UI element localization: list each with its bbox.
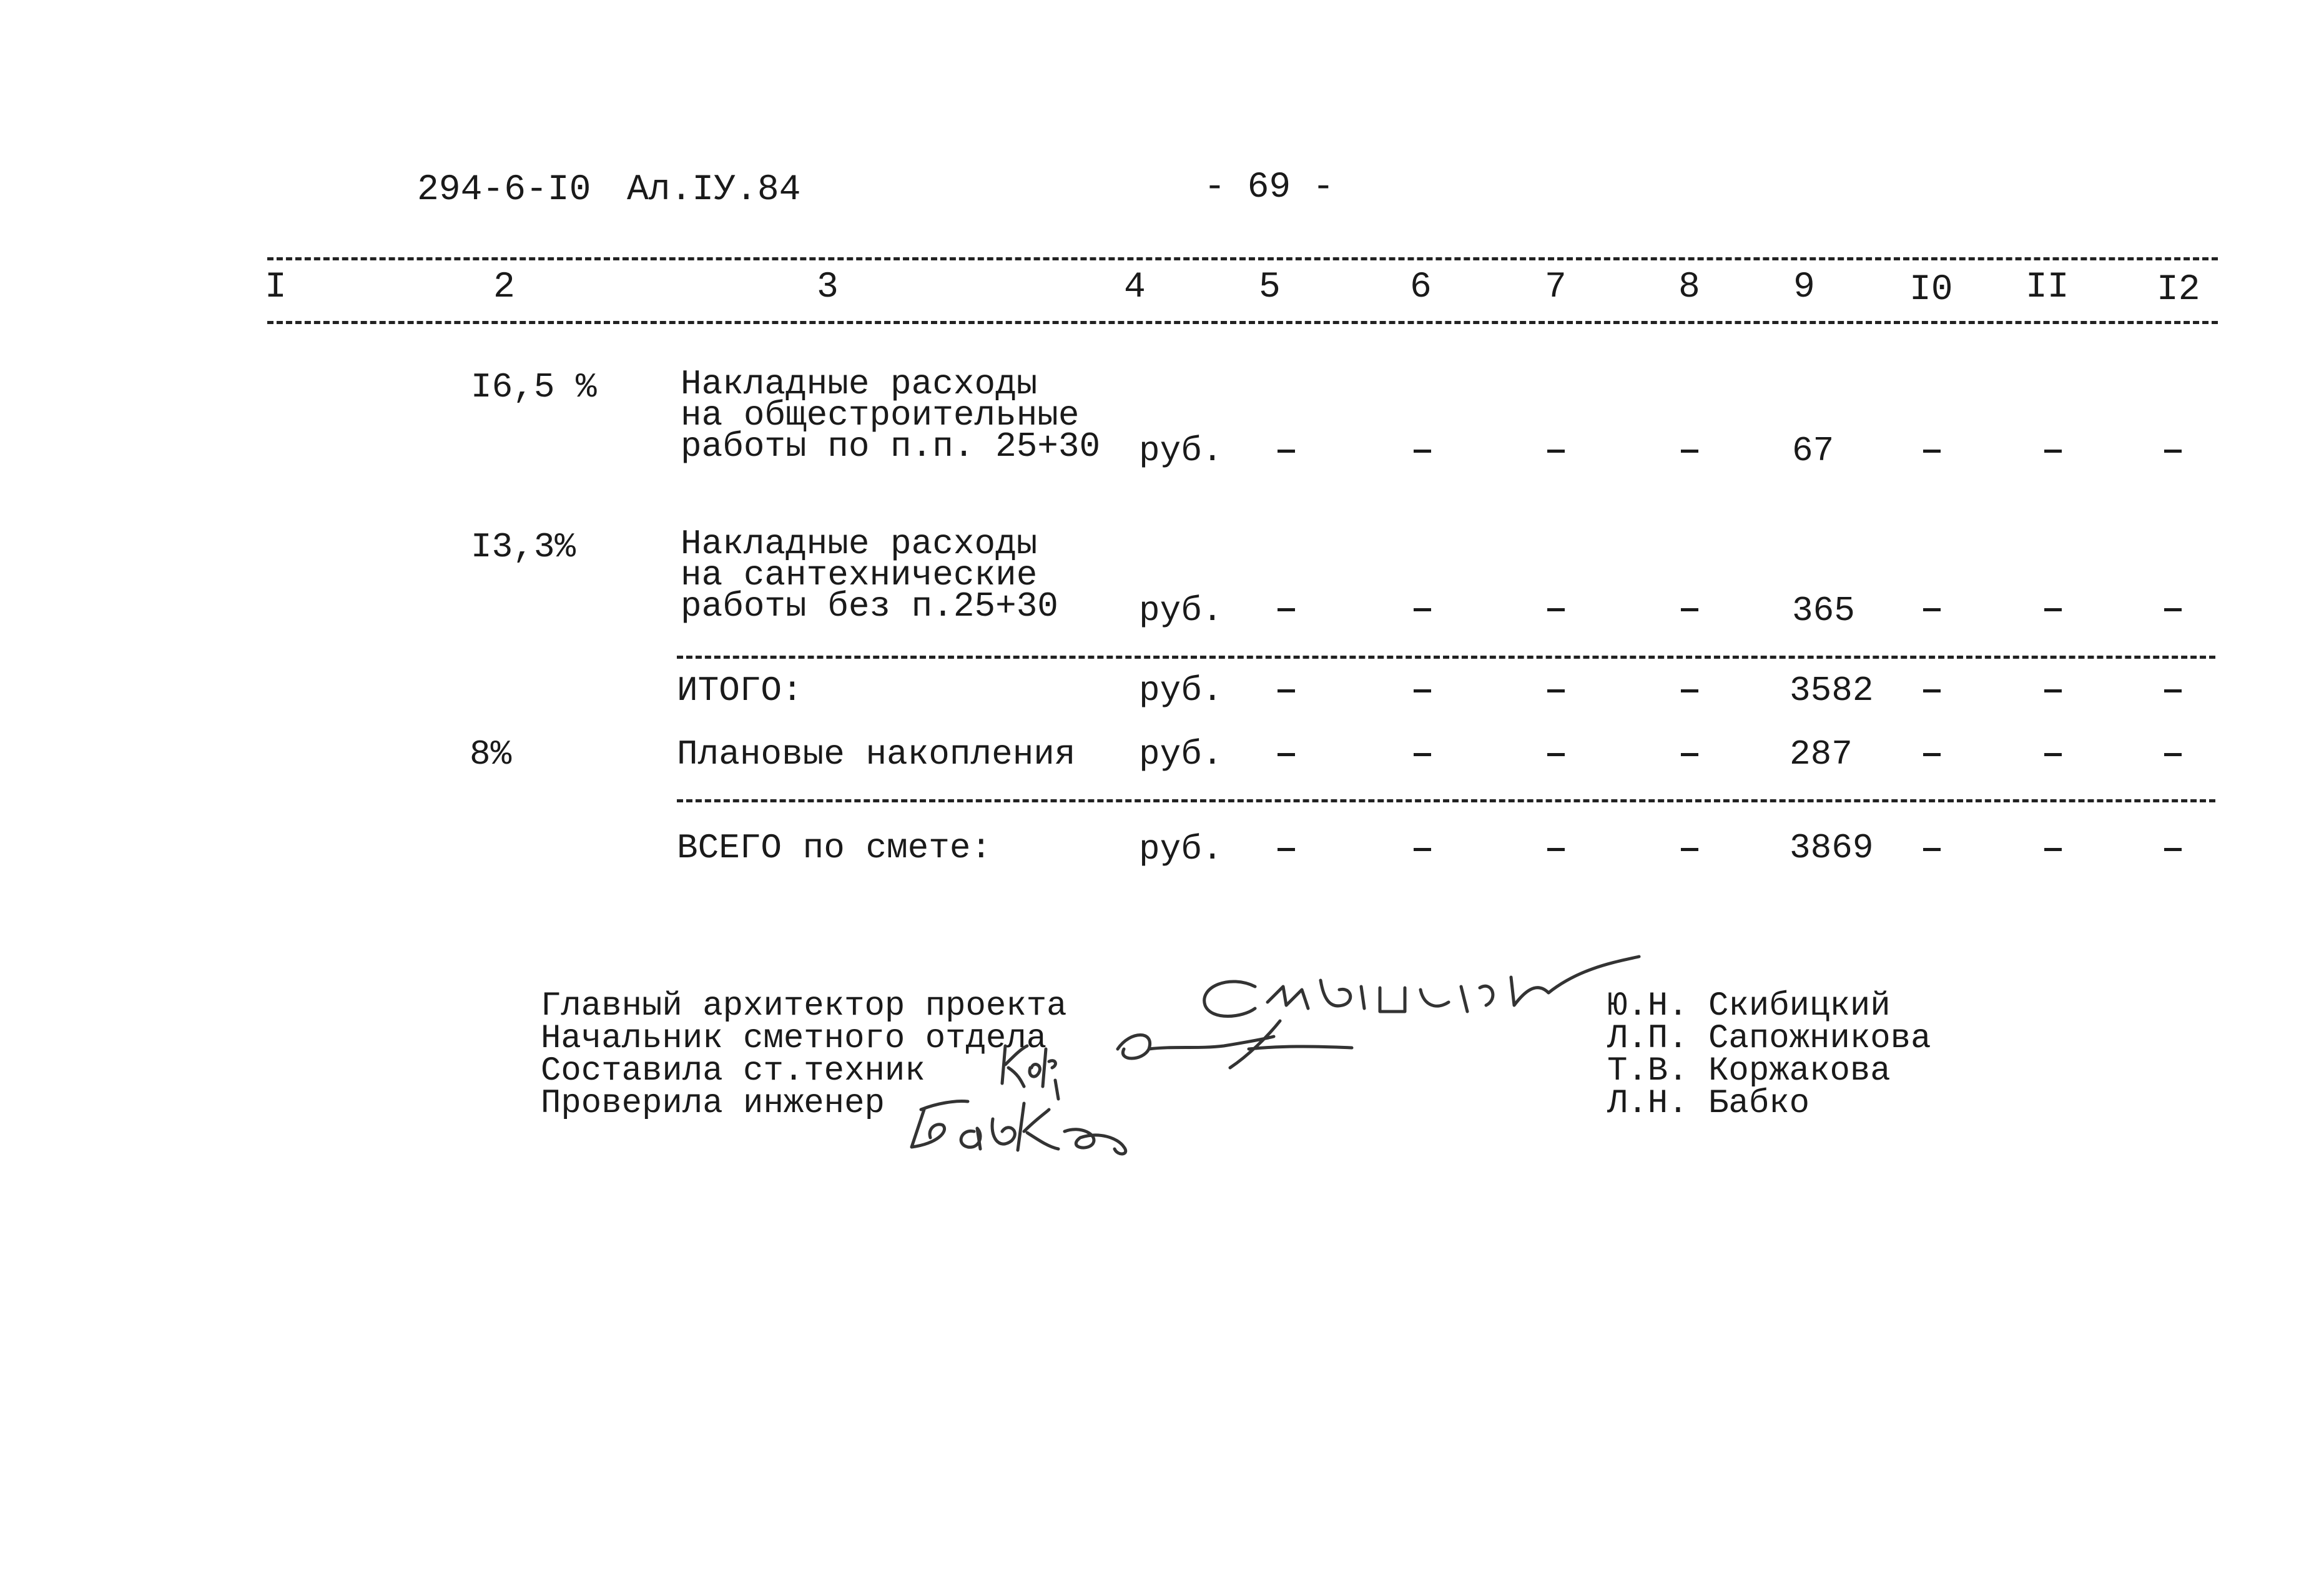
signature-estimate-head xyxy=(1105,1012,1367,1086)
column-header: 6 xyxy=(1410,267,1432,308)
column-header: 2 xyxy=(493,267,515,308)
unit-cell: руб. xyxy=(1139,734,1223,774)
table-top-rule xyxy=(267,257,2218,260)
empty-value-dash xyxy=(1923,608,1941,611)
empty-value-dash xyxy=(2044,689,2062,692)
signatory-name: Ю.Н. Скибицкий xyxy=(1607,987,1891,1025)
column-header: 4 xyxy=(1124,267,1146,308)
amount-cell: 365 xyxy=(1792,591,1855,631)
table-header-bottom-rule xyxy=(267,321,2218,324)
column-header: II xyxy=(2026,267,2069,308)
empty-value-dash xyxy=(1414,753,1431,756)
description-line: на сантехнические xyxy=(681,555,1038,595)
amount-cell: 3869 xyxy=(1790,828,1874,868)
column-header: I2 xyxy=(2157,270,2200,310)
empty-value-dash xyxy=(2164,753,2182,756)
column-header: 7 xyxy=(1545,267,1567,308)
empty-value-dash xyxy=(1278,848,1295,851)
empty-value-dash xyxy=(1923,848,1941,851)
subtotal-rule xyxy=(677,656,2215,659)
empty-value-dash xyxy=(1278,689,1295,692)
signatory-position: Составила ст.техник xyxy=(541,1052,925,1090)
empty-value-dash xyxy=(1681,608,1698,611)
signatory-names xyxy=(1607,987,1931,1123)
unit-cell: руб. xyxy=(1139,829,1223,869)
empty-value-dash xyxy=(2044,753,2062,756)
signature-engineer xyxy=(899,1094,1174,1163)
signatory-name: Л.П. Сапожникова xyxy=(1607,1020,1931,1058)
empty-value-dash xyxy=(1681,689,1698,692)
empty-value-dash xyxy=(2044,450,2062,453)
empty-value-dash xyxy=(1414,689,1431,692)
empty-value-dash xyxy=(2044,608,2062,611)
empty-value-dash xyxy=(1923,450,1941,453)
unit-cell: руб. xyxy=(1139,591,1223,631)
total-label: ИТОГО: xyxy=(677,671,803,711)
column-header: 5 xyxy=(1259,267,1281,308)
signatory-position: Начальник сметного отдела xyxy=(541,1020,1047,1058)
column-header: I xyxy=(265,267,287,308)
empty-value-dash xyxy=(1923,689,1941,692)
description-line: Накладные расходы xyxy=(681,524,1038,564)
amount-cell: 67 xyxy=(1792,431,1834,471)
signatory-position: Проверила инженер xyxy=(541,1085,885,1123)
signatory-name: Т.В. Коржакова xyxy=(1607,1052,1891,1090)
empty-value-dash xyxy=(2164,689,2182,692)
description-line: работы по п.п. 25+30 xyxy=(681,426,1101,466)
empty-value-dash xyxy=(2164,450,2182,453)
empty-value-dash xyxy=(1278,753,1295,756)
empty-value-dash xyxy=(1414,608,1431,611)
empty-value-dash xyxy=(1681,848,1698,851)
unit-cell: руб. xyxy=(1139,671,1223,711)
empty-value-dash xyxy=(1547,848,1565,851)
rate-cell: 8% xyxy=(470,734,512,774)
column-header: I0 xyxy=(1909,270,1953,310)
description-cell xyxy=(681,524,1058,626)
rate-cell: I6,5 % xyxy=(471,367,597,407)
description-line: Накладные расходы xyxy=(681,364,1038,404)
empty-value-dash xyxy=(1547,753,1565,756)
empty-value-dash xyxy=(1547,450,1565,453)
description-line: работы без п.25+30 xyxy=(681,586,1058,626)
empty-value-dash xyxy=(1547,608,1565,611)
empty-value-dash xyxy=(2044,848,2062,851)
column-header: 3 xyxy=(817,267,839,308)
column-header: 8 xyxy=(1678,267,1700,308)
description-cell xyxy=(681,364,1101,466)
empty-value-dash xyxy=(1923,753,1941,756)
empty-value-dash xyxy=(2164,608,2182,611)
signatory-name: Л.Н. Бабко xyxy=(1607,1085,1810,1123)
empty-value-dash xyxy=(1414,450,1431,453)
empty-value-dash xyxy=(1414,848,1431,851)
column-header: 9 xyxy=(1793,267,1815,308)
grand-total-label: ВСЕГО по смете: xyxy=(677,828,992,868)
album-number: Ал.IУ.84 xyxy=(627,170,801,210)
empty-value-dash xyxy=(1278,608,1295,611)
amount-cell: 3582 xyxy=(1790,671,1874,711)
description-line: на общестроительные xyxy=(681,395,1080,435)
rate-cell: I3,3% xyxy=(471,527,576,567)
empty-value-dash xyxy=(1681,753,1698,756)
empty-value-dash xyxy=(2164,848,2182,851)
grand-total-rule xyxy=(677,799,2215,802)
empty-value-dash xyxy=(1681,450,1698,453)
description-cell: Плановые накопления xyxy=(677,734,1076,774)
amount-cell: 287 xyxy=(1790,734,1853,774)
empty-value-dash xyxy=(1547,689,1565,692)
empty-value-dash xyxy=(1278,450,1295,453)
page-number: - 69 - xyxy=(1204,167,1334,208)
unit-cell: руб. xyxy=(1139,431,1223,471)
signatory-position: Главный архитектор проекта xyxy=(541,987,1067,1025)
document-code: 294-6-I0 xyxy=(417,170,591,210)
